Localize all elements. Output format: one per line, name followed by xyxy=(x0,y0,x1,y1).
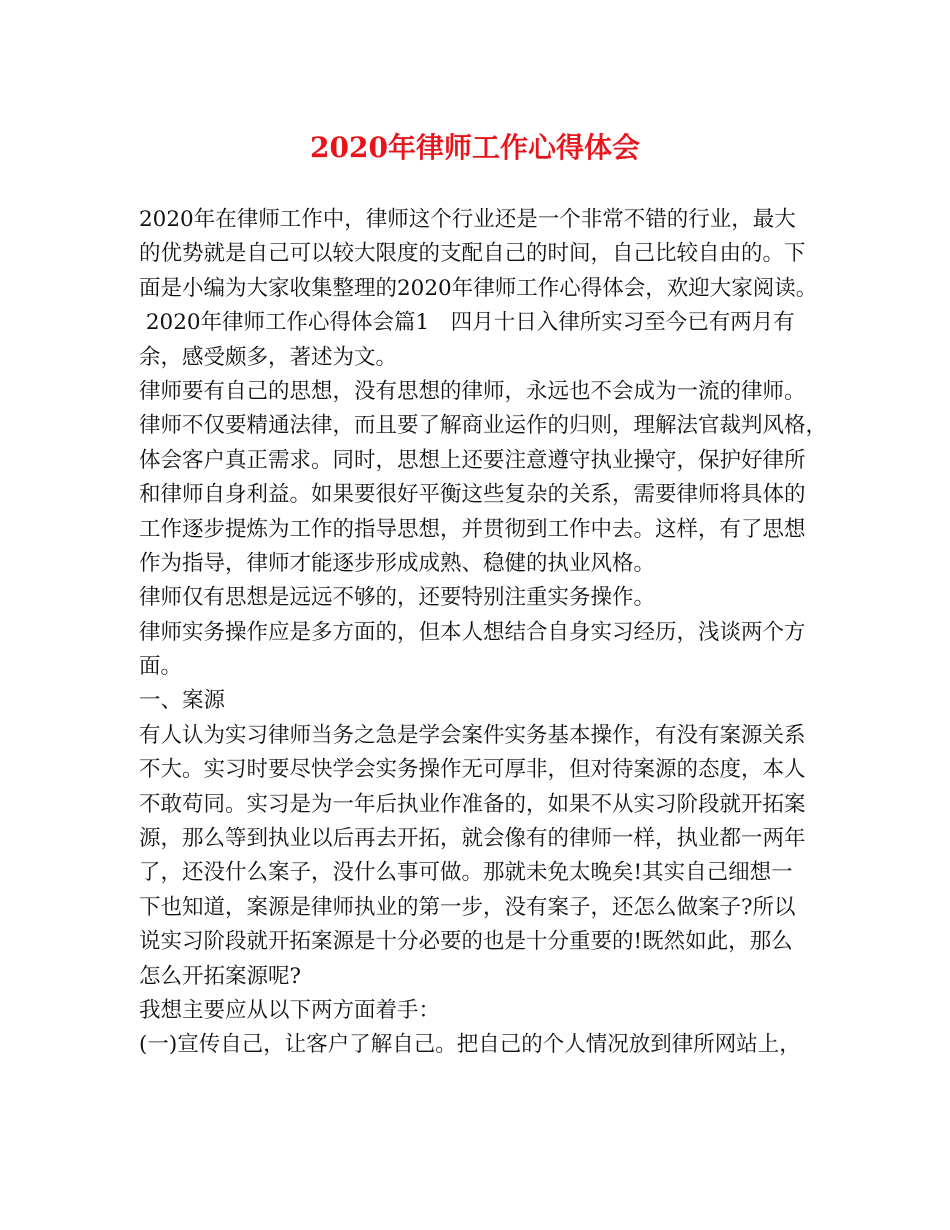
text-line: 作为指导，律师才能逐步形成成熟、稳健的执业风格。 xyxy=(139,550,656,576)
text-line: 律师仅有思想是远远不够的，还要特别注重实务操作。 xyxy=(139,585,656,611)
text-line: 怎么开拓案源呢? xyxy=(139,963,302,989)
text-line: 有人认为实习律师当务之急是学会案件实务基本操作，有没有案源关系 xyxy=(139,722,806,748)
text-line: 律师不仅要精通法律，而且要了解商业运作的归则，理解法官裁判风格， xyxy=(139,413,828,439)
text-line: 的优势就是自己可以较大限度的支配自己的时间，自己比较自由的。下 xyxy=(139,241,806,267)
text-line: 面是小编为大家收集整理的2020年律师工作心得体会，欢迎大家阅读。 xyxy=(139,275,818,301)
text-line: 律师实务操作应是多方面的，但本人想结合自身实习经历，浅谈两个方 xyxy=(139,619,806,645)
text-line: 源，那么等到执业以后再去开拓，就会像有的律师一样，执业都一两年 xyxy=(139,826,806,852)
text-line: 下也知道，案源是律师执业的第一步，没有案子，还怎么做案子?所以 xyxy=(139,894,796,920)
text-line: 2020年律师工作心得体会篇1 四月十日入律所实习至今已有两月有 xyxy=(139,310,795,336)
text-line: 说实习阶段就开拓案源是十分必要的也是十分重要的!既然如此，那么 xyxy=(139,929,793,955)
text-line: 和律师自身利益。如果要很好平衡这些复杂的关系，需要律师将具体的 xyxy=(139,482,806,508)
document-title: 2020年律师工作心得体会 xyxy=(310,131,640,164)
text-line: 体会客户真正需求。同时，思想上还要注意遵守执业操守，保护好律所 xyxy=(139,447,806,473)
text-line: 2020年在律师工作中，律师这个行业还是一个非常不错的行业，最大 xyxy=(139,207,796,232)
text-line: 律师要有自己的思想，没有思想的律师，永远也不会成为一流的律师。 xyxy=(139,378,806,404)
text-line: 了，还没什么案子，没什么事可做。那就未免太晚矣!其实自己细想一 xyxy=(139,860,793,886)
text-line: 不敢苟同。实习是为一年后执业作准备的，如果不从实习阶段就开拓案 xyxy=(139,791,806,817)
text-line: 面。 xyxy=(139,654,183,680)
section-heading: 一、案源 xyxy=(139,688,226,714)
text-line: (一)宣传自己，让客户了解自己。把自己的个人情况放到律所网站上， xyxy=(139,1032,801,1058)
document-body xyxy=(139,203,828,1063)
text-line: 工作逐步提炼为工作的指导思想，并贯彻到工作中去。这样，有了思想 xyxy=(139,516,806,542)
text-line: 余，感受颇多，著述为文。 xyxy=(139,344,398,370)
text-line: 我想主要应从以下两方面着手： xyxy=(139,997,441,1023)
text-line: 不大。实习时要尽快学会实务操作无可厚非，但对待案源的态度，本人 xyxy=(139,757,806,783)
